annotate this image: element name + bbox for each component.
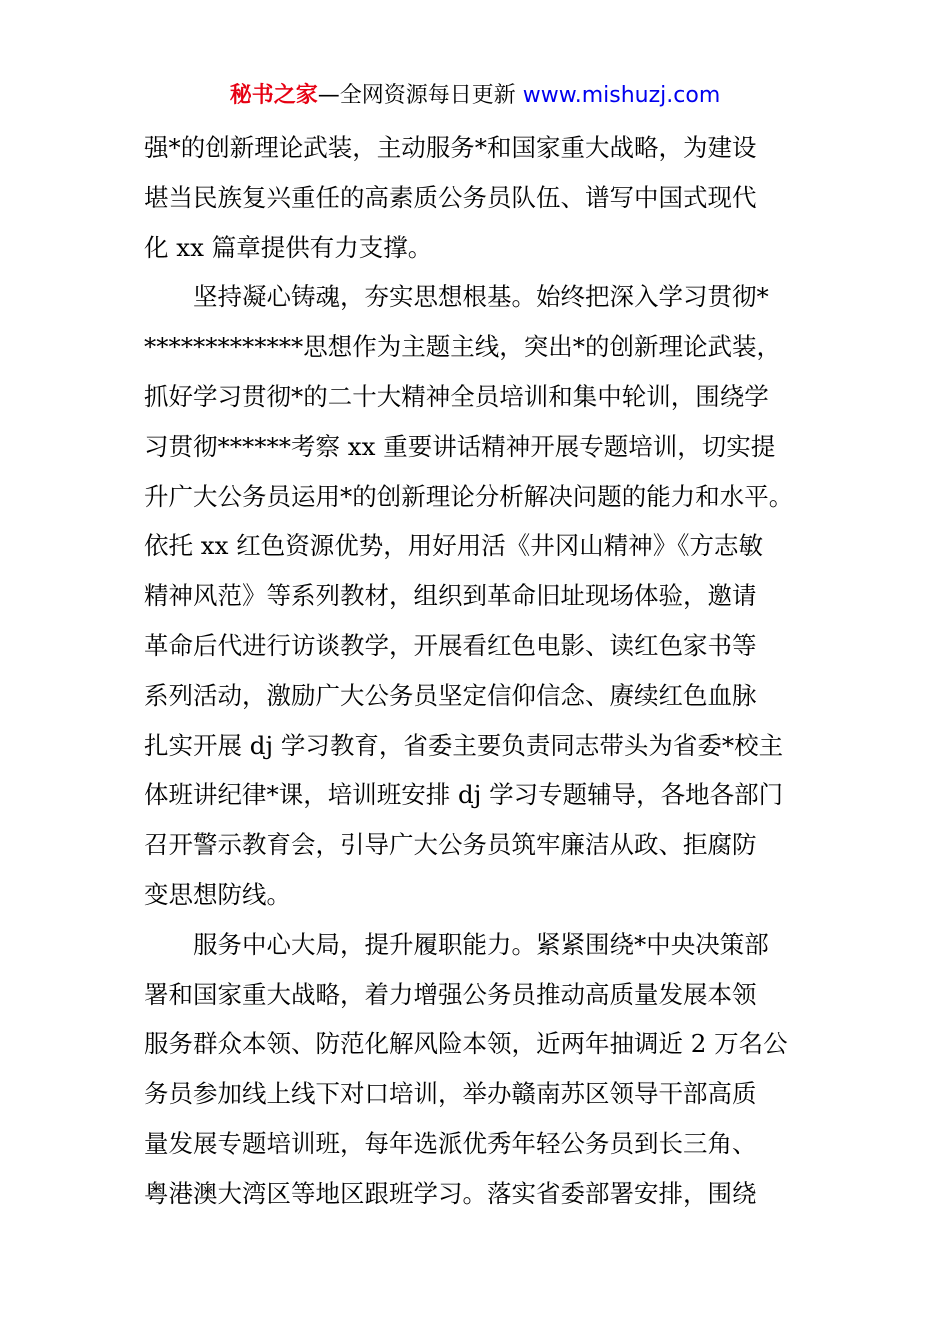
text-line: 量发展专题培训班，每年选派优秀年轻公务员到长三角、 (144, 1128, 757, 1158)
site-header (0, 80, 950, 112)
text-line: 服务群众本领、防范化解风险本领，近两年抽调近 2 万名公 (144, 1029, 788, 1059)
document-body (144, 123, 834, 1219)
text-line: 抓好学习贯彻*的二十大精神全员培训和集中轮训，围绕学 (144, 381, 769, 411)
paragraph-start-line: 坚持凝心铸魂，夯实思想根基。始终把深入学习贯彻* (193, 282, 769, 312)
text-line: 堪当民族复兴重任的高素质公务员队伍、谱写中国式现代 (144, 182, 757, 212)
text-line: 体班讲纪律*课，培训班安排 dj 学习专题辅导，各地各部门 (144, 780, 784, 810)
text-line: 强*的创新理论武装，主动服务*和国家重大战略，为建设 (144, 133, 757, 162)
text-line: 习贯彻******考察 xx 重要讲话精神开展专题培训，切实提 (144, 431, 776, 461)
text-line: 革命后代进行访谈教学，开展看红色电影、读红色家书等 (144, 630, 757, 660)
text-line: 精神风范》等系列教材，组织到革命旧址现场体验，邀请 (144, 581, 757, 611)
text-line: 变思想防线。 (144, 879, 291, 909)
text-line: 依托 xx 红色资源优势，用好用活《井冈山精神》《方志敏 (144, 531, 763, 561)
paragraph-start-line: 服务中心大局，提升履职能力。紧紧围绕*中央决策部 (193, 929, 769, 959)
text-line: 粤港澳大湾区等地区跟班学习。落实省委部署安排，围绕 (144, 1178, 757, 1208)
text-line: 化 xx 篇章提供有力支撑。 (144, 232, 433, 262)
text-line: 署和国家重大战略，着力增强公务员推动高质量发展本领 (144, 979, 757, 1009)
site-slogan: —全网资源每日更新 (317, 83, 516, 108)
text-line: 系列活动，激励广大公务员坚定信仰信念、赓续红色血脉 (144, 680, 757, 710)
text-line: 召开警示教育会，引导广大公务员筑牢廉洁从政、拒腐防 (144, 830, 757, 860)
text-line: 务员参加线上线下对口培训，举办赣南苏区领导干部高质 (144, 1079, 757, 1109)
site-url-link[interactable]: www.mishuzj.com (522, 83, 721, 108)
text-line: 升广大公务员运用*的创新理论分析解决问题的能力和水平。 (144, 481, 794, 511)
text-line: 扎实开展 dj 学习教育，省委主要负责同志带头为省委*校主 (144, 730, 784, 760)
text-line: *************思想作为主题主线，突出*的创新理论武装， (144, 332, 781, 362)
site-brand: 秘书之家 (229, 83, 318, 108)
